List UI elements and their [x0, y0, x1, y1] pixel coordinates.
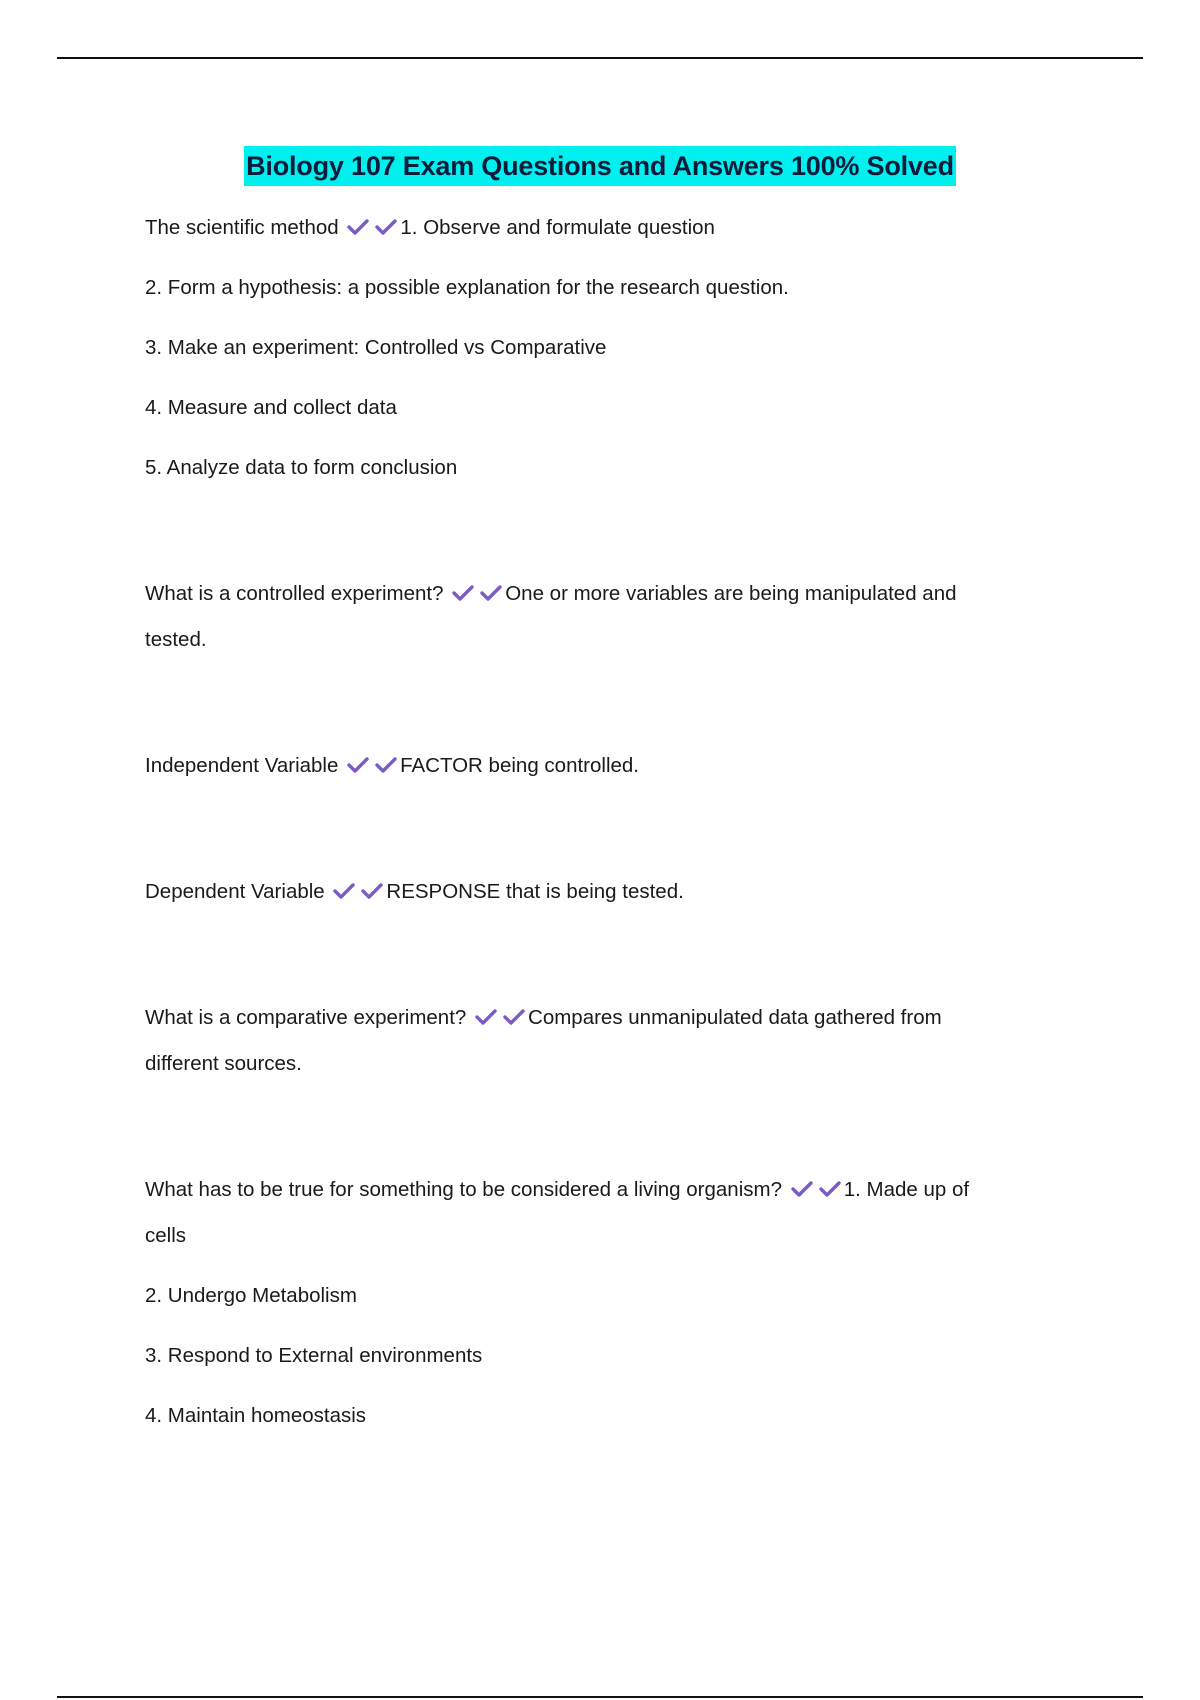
check-icon: [332, 882, 356, 900]
question-text: What is a comparative experiment?: [145, 1006, 467, 1029]
title-container: [0, 146, 1200, 186]
check-icon: [790, 1180, 814, 1198]
qa-line: [145, 995, 1065, 1041]
bottom-rule: [57, 1696, 1143, 1698]
answer-line: 4. Maintain homeostasis: [145, 1404, 367, 1427]
question-text: Dependent Variable: [145, 880, 325, 903]
question-text: What is a controlled experiment?: [145, 582, 444, 605]
check-icon: [818, 1180, 842, 1198]
qa-content: [145, 205, 1065, 1439]
question-text: What has to be true for something to be considered a living organism?: [145, 1178, 782, 1201]
answer-line: 3. Make an experiment: Controlled vs Comparative: [145, 336, 607, 359]
check-icon: [360, 882, 384, 900]
qa-line: [145, 743, 1065, 789]
qa-line: [145, 1167, 1065, 1213]
answer-text: RESPONSE that is being tested.: [386, 880, 684, 903]
check-icon: [346, 218, 370, 236]
top-rule: [57, 57, 1143, 59]
question-text: Independent Variable: [145, 754, 339, 777]
answer-text: 1. Observe and formulate question: [400, 216, 715, 239]
answer-text: 1. Made up of: [843, 1178, 970, 1201]
qa-line: [145, 205, 1065, 251]
answer-line: 5. Analyze data to form conclusion: [145, 456, 458, 479]
answer-text: Compares unmanipulated data gathered from: [528, 1006, 942, 1029]
check-icon: [474, 1008, 498, 1026]
answer-line: cells: [145, 1224, 187, 1247]
check-icon: [346, 756, 370, 774]
page-title: Biology 107 Exam Questions and Answers 100% Solved: [244, 146, 956, 186]
qa-line: [145, 869, 1065, 915]
answer-text: FACTOR being controlled.: [400, 754, 639, 777]
answer-line: 3. Respond to External environments: [145, 1344, 483, 1367]
answer-text: One or more variables are being manipulated and: [505, 582, 957, 605]
check-icon: [451, 584, 475, 602]
answer-line: 2. Undergo Metabolism: [145, 1284, 357, 1307]
answer-line: 2. Form a hypothesis: a possible explanation for the research question.: [145, 276, 789, 299]
check-icon: [374, 218, 398, 236]
question-text: The scientific method: [145, 216, 339, 239]
check-icon: [502, 1008, 526, 1026]
qa-line: [145, 571, 1065, 617]
answer-line: tested.: [145, 628, 207, 651]
answer-line: 4. Measure and collect data: [145, 396, 397, 419]
check-icon: [374, 756, 398, 774]
answer-line: different sources.: [145, 1052, 302, 1075]
check-icon: [479, 584, 503, 602]
